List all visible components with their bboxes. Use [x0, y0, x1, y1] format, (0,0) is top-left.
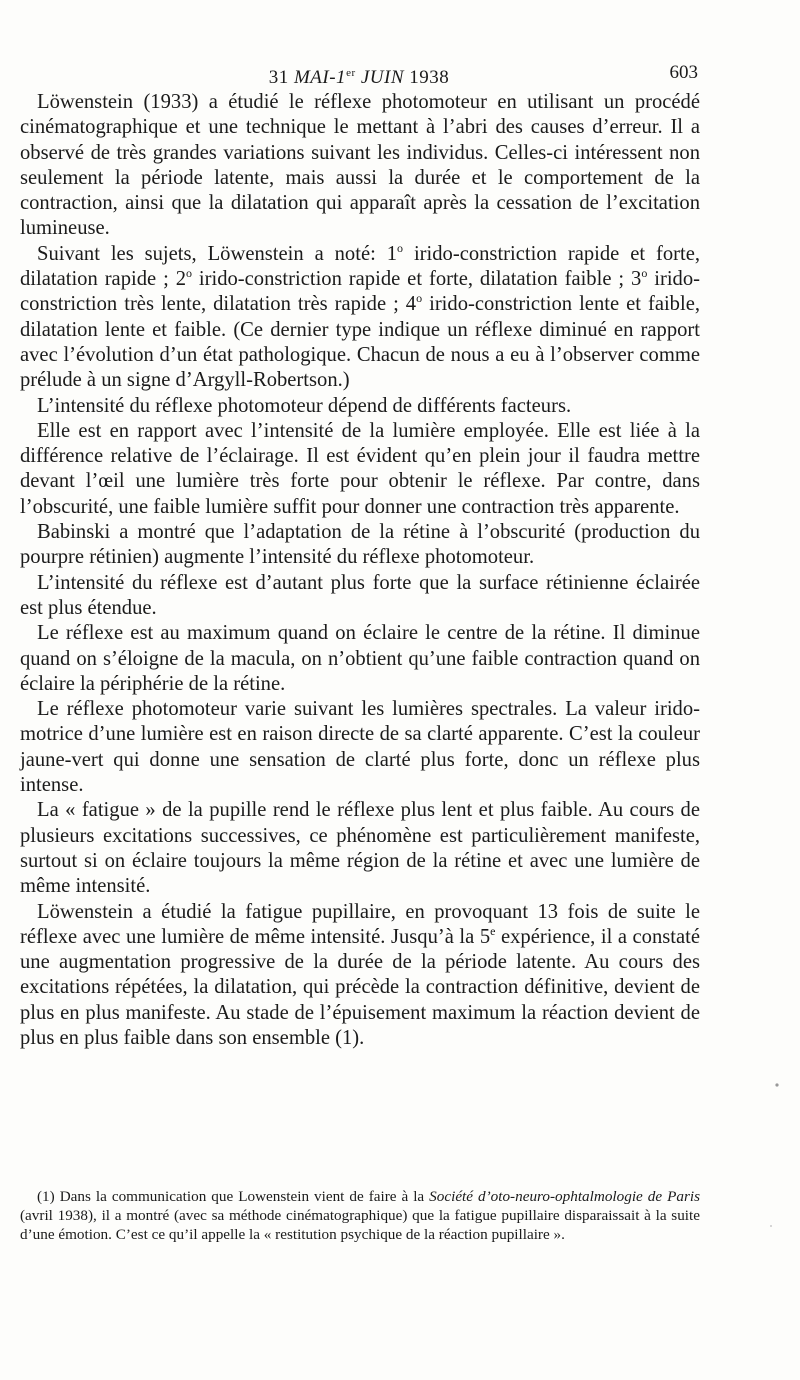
superscript: o: [641, 266, 648, 281]
text-run: Le réflexe est au maximum quand on éclaire le centre de la rétine. Il diminue quand on s’éloigne de la macula, on n’obtient qu’une faible contraction quand on éclaire la périphérie de la rétine.: [20, 622, 700, 695]
text-run: (1) Dans la communication que Lowenstein vient de faire à la: [37, 1188, 430, 1205]
scan-speck: [770, 1225, 772, 1227]
paragraph: [20, 571, 700, 622]
body-text: [20, 90, 700, 1051]
italic-text: Société d’oto-neuro-ophtalmologie de Paris: [429, 1188, 700, 1205]
paragraph: [20, 798, 700, 899]
issue-year: 1938: [404, 67, 450, 88]
text-run: Le réflexe photomoteur varie suivant les lumières spectrales. La valeur irido-motrice d’une lumière est en raison directe de sa clarté apparente. C’est la couleur jaune-vert qui donne une sensation de clarté plus forte, donc un réflexe plus intense.: [20, 698, 700, 797]
text-run: Elle est en rapport avec l’intensité de la lumière employée. Elle est liée à la différence relative de l’éclairage. Il est évident qu’en plein jour il faudra mettre devant l’œil une lumière très forte pour obtenir le réflexe. Par contre, dans l’obscurité, une faible lumière suffit pour donner une contraction très apparente.: [20, 419, 700, 518]
text-run: irido-constriction rapide et forte, dilatation rapide ; 2: [20, 242, 700, 291]
text-run: (avril 1938), il a montré (avec sa méthode cinématographique) que la fatigue pupillaire disparaissait à la suite d’une émotion. C’est ce qu’il appelle la « restitution psychique de la réaction pupillaire ».: [20, 1206, 700, 1243]
paragraph: [20, 90, 700, 242]
paragraph: [20, 394, 700, 419]
superscript: o: [186, 266, 192, 281]
superscript: e: [490, 923, 496, 938]
text-run: irido-constriction lente et faible, dilatation lente et faible. (Ce dernier type indique un réflexe diminué en rapport avec l’évolution d’un état pathologique. Chacun de nous a eu à l’observer comme prélude à un signe d’Argyll-Robertson.): [20, 293, 700, 392]
text-run: Babinski a montré que l’adaptation de la rétine à l’obscurité (production du pourpre rétinien) augmente l’intensité du réflexe photomoteur.: [20, 521, 700, 569]
issue-ordinal: er: [346, 67, 356, 79]
paragraph: [20, 697, 700, 798]
text-run: L’intensité du réflexe est d’autant plus forte que la surface rétinienne éclairée est plus étendue.: [20, 571, 700, 619]
text-run: expérience, il a constaté une augmentation progressive de la durée de la période latente. Au cours des excitations répétées, la dilatation, qui précède la contraction définitive, devient de plus en plus manifeste. Au stade de l’épuisement maximum la réaction devient de plus en plus faible dans son ensemble (1).: [20, 925, 700, 1049]
running-head: [20, 58, 698, 88]
paragraph: [20, 621, 700, 697]
superscript: o: [397, 240, 404, 255]
scan-speck: [775, 1083, 778, 1086]
issue-date-separator: -1: [329, 67, 347, 88]
superscript: o: [416, 291, 423, 306]
text-run: Löwenstein (1933) a étudié le réflexe photomoteur en utilisant un procédé cinématographique et une technique le mettant à l’abri des causes d’erreur. Il a observé de très grandes variations suivant les individus. Celles-ci intéressent non seulement la période latente, mais aussi la durée et le comportement de la contraction, ainsi que la dilatation qui apparaît après la cessation de l’excitation lumineuse.: [20, 91, 700, 240]
paragraph: [20, 900, 700, 1052]
issue-month-2: JUIN: [355, 67, 405, 88]
issue-month-1: MAI: [293, 67, 330, 88]
paragraph: [20, 419, 700, 520]
footnote: [20, 1188, 700, 1244]
text-run: irido-constriction rapide et forte, dilatation faible ; 3: [192, 268, 642, 291]
text-run: Suivant les sujets, Löwenstein a noté: 1: [37, 242, 398, 265]
page-number: 603: [669, 62, 698, 83]
text-run: irido-constriction très lente, dilatation très rapide ; 4: [20, 268, 700, 316]
text-run: Löwenstein a étudié la fatigue pupillaire, en provoquant 13 fois de suite le réflexe avec une lumière de même intensité. Jusqu’à la 5: [20, 900, 700, 948]
text-run: La « fatigue » de la pupille rend le réflexe plus lent et plus faible. Au cours de plusieurs excitations successives, ce phénomène est particulièrement manifeste, surtout si on éclaire toujours la même région de la rétine et avec une lumière de même intensité.: [20, 799, 700, 898]
issue-day: 31: [268, 67, 294, 88]
text-run: L’intensité du réflexe photomoteur dépend de différents facteurs.: [37, 394, 572, 417]
paragraph: [20, 520, 700, 571]
paragraph: [20, 242, 700, 394]
issue-date: [20, 58, 698, 93]
